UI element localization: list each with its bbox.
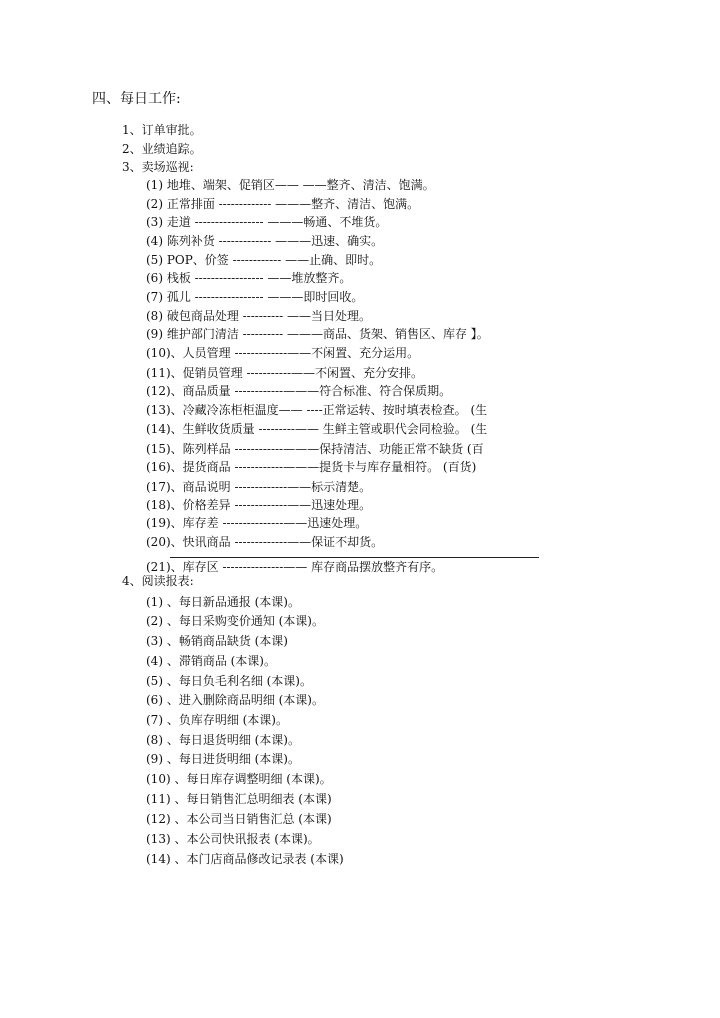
inspection-item: (11)、促销员管理 -----------——不闲置、充分安排。 [146,366,424,380]
task-item: 1、订单审批。 [122,123,202,137]
inspection-item: (19)、库存差 ---------------——迅速处理。 [146,516,368,530]
inspection-item: (5) POP、价签 ------------ ——止确、即时。 [146,253,382,267]
report-item: (9) 、每日进货明细 (本课)。 [146,752,300,766]
inspection-item: (1) 地堆、端架、促销区—— ——整齐、清洁、饱满。 [146,178,435,192]
inspection-item: (13)、冷藏冷冻柜柜温度—— ----正常运转、按时填表检查。 (生 [146,403,488,417]
report-item: (14) 、本门店商品修改记录表 (本课) [146,852,344,866]
report-item: (8) 、每日退货明细 (本课)。 [146,733,300,747]
report-item: (4) 、滞销商品 (本课)。 [146,654,276,668]
report-item: (2) 、每日采购变价通知 (本课)。 [146,614,324,628]
inspection-item: (2) 正常排面 ------------- ———整齐、清洁、饱满。 [146,197,420,211]
inspection-item: (17)、商品说明 -------------——标示清楚。 [146,480,372,494]
report-item: (5) 、每日负毛利名细 (本课)。 [146,674,312,688]
report-item: (7) 、负库存明细 (本课)。 [146,713,288,727]
inspection-item: (16)、提货商品 ------------———提货卡与库存量相符。 (百货) [146,460,477,474]
report-item: (3) 、畅销商品缺货 (本课) [146,634,288,648]
inspection-item: (21)、库存区 ---------------—— 库存商品摆放整齐有序。 [146,560,444,574]
report-item: (1) 、每日新品通报 (本课)。 [146,595,300,609]
report-item: (11) 、每日销售汇总明细表 (本课) [146,792,332,806]
inspection-item: (14)、生鲜收货质量 ---------—— 生鲜主管或职代会同检验。 (生 [146,422,488,436]
inspection-item: (8) 破包商品处理 ---------- ——当日处理。 [146,309,371,323]
inspection-item: (7) 孤儿 ----------------- ———即时回收。 [146,290,364,304]
inspection-item: (12)、商品质量 ------------———符合标准、符合保质期。 [146,384,452,398]
report-item: (10) 、每日库存调整明细 (本课)。 [146,772,332,786]
section-title: 四、每日工作: [92,91,181,107]
report-item: (6) 、进入删除商品明细 (本课)。 [146,693,324,707]
inspection-item: (15)、陈列样品 ------------———保持清洁、功能正常不缺货 (百 [146,442,484,456]
inspection-item: (10)、人员管理 -------------——不闲置、充分运用。 [146,346,420,360]
report-item: (12) 、本公司当日销售汇总 (本课) [146,812,332,826]
inspection-item: (20)、快讯商品 -------------——保证不却货。 [146,535,384,549]
inspection-item: (3) 走道 ----------------- ———畅通、不堆货。 [146,215,388,229]
inspection-item: (9) 维护部门清洁 ---------- ———商品、货架、销售区、库存 】。 [146,327,489,341]
inspection-item: (6) 栈板 ----------------- ——堆放整齐。 [146,271,352,285]
inspection-item: (18)、价格差异 -------------——迅速处理。 [146,498,372,512]
task-item: 2、业绩追踪。 [122,142,202,156]
inspection-item: (4) 陈列补货 ------------- ———迅速、确实。 [146,234,384,248]
report-item: (13) 、本公司快讯报表 (本课)。 [146,832,320,846]
reports-heading: 4、阅读报表: [122,574,194,588]
task-item: 3、卖场巡视: [122,160,194,174]
